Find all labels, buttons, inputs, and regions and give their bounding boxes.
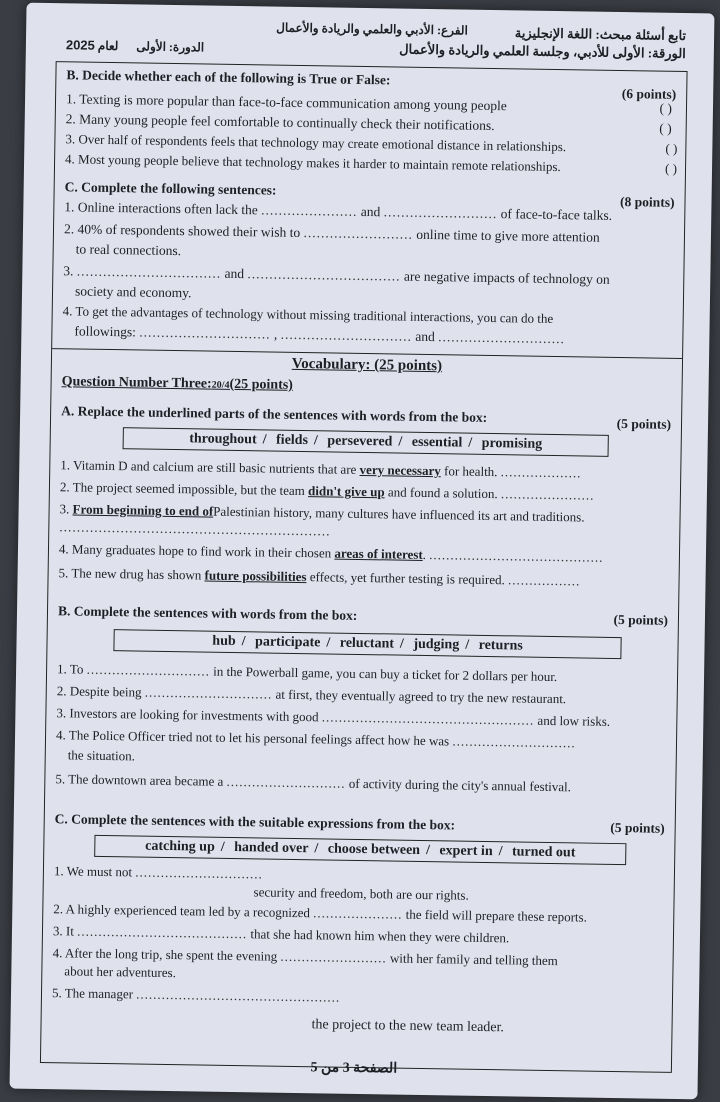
blank[interactable]: ..............................................................	[59, 519, 331, 539]
blank[interactable]: ..............................	[280, 326, 413, 344]
text: are negative impacts of technology on	[403, 268, 610, 287]
answer-paren[interactable]: ( )	[665, 140, 678, 156]
blank[interactable]: ............................	[226, 773, 346, 791]
text: the project to the new team leader.	[311, 1017, 505, 1036]
partB-title: B. Decide whether each of the following is True or False:	[66, 67, 391, 88]
text: 2. A highly experienced team led by a recognized	[53, 901, 311, 921]
vB-points: (5 points)	[613, 611, 669, 628]
blank[interactable]: ................................................	[136, 986, 341, 1005]
page-number: الصفحة 3 من 5	[310, 1060, 398, 1077]
text: 2. 40% of respondents showed their wish to	[63, 221, 301, 240]
blank[interactable]: .........................................	[429, 547, 604, 565]
text: 1. Vitamin D and calcium are still basic nutrients that are	[60, 457, 357, 477]
text: for health.	[443, 463, 498, 480]
header-branch-text: الفرع: الأدبي والعلمي والريادة والأعمال	[276, 20, 468, 38]
underlined-phrase: very necessary	[359, 461, 441, 479]
word-option: throughout	[189, 431, 257, 448]
text: 4. To get the advantages of technology without missing traditional interactions, you can do the	[62, 303, 554, 326]
word-option: handed over	[234, 840, 309, 857]
question-sub: 20/4	[211, 379, 230, 391]
text: .	[422, 546, 427, 563]
underlined-phrase: future possibilities	[204, 567, 307, 585]
text: 3. It	[52, 923, 75, 939]
questions-frame	[40, 61, 688, 1073]
header-subject: تابع أسئلة مبحث: اللغة الإنجليزية	[514, 25, 687, 44]
text: 4. Many graduates hope to find work in their chosen	[58, 541, 332, 561]
partB-item-3-text: 3. Over half of respondents feels that technology may create emotional distance in relationships.	[65, 131, 567, 155]
header-session-year	[66, 37, 204, 55]
blank[interactable]: .............................	[438, 329, 566, 347]
text: and	[224, 265, 245, 282]
vA-word-box: throughout / fields / persevered / essential / promising	[123, 427, 609, 457]
blank[interactable]: ..............................	[144, 684, 273, 702]
text: 5. The manager	[51, 985, 134, 1002]
partB-points: (6 points)	[621, 86, 677, 102]
text: Palestinian history, many cultures have influenced its art and traditions.	[213, 503, 585, 525]
text: 4. After the long trip, she spent the evening	[52, 945, 278, 964]
text: 5. The new drug has shown	[58, 565, 202, 583]
word-option: promising	[481, 435, 543, 452]
vC-item-5-cont	[311, 1016, 661, 1039]
underlined-phrase: didn't give up	[307, 483, 385, 500]
answer-paren[interactable]: ( )	[665, 160, 678, 176]
text: 1. We must not	[53, 863, 133, 880]
word-option: catching up	[145, 838, 215, 855]
partC-title: C. Complete the following sentences:	[64, 179, 277, 198]
text: and found a solution.	[387, 484, 498, 502]
vB-item-5	[55, 770, 665, 798]
header-paper: الورقة: الأولى للأدبي، وجلسة العلمي والريادة والأعمال	[399, 41, 686, 62]
text: 3.	[63, 263, 74, 279]
text: about her adventures.	[64, 963, 177, 981]
text: and	[360, 203, 381, 220]
text: with her family and telling them	[389, 950, 558, 969]
question-label: Question Number Three:	[61, 374, 212, 392]
blank[interactable]: ......................	[261, 202, 358, 219]
header-year: 2025	[65, 37, 95, 53]
blank[interactable]: ........................................	[77, 923, 248, 942]
text: in the Powerball game, you can buy a ticket for 2 dollars per hour.	[213, 663, 558, 685]
text: 2. Despite being	[56, 683, 142, 700]
vC-title: C. Complete the sentences with the suitable expressions from the box:	[54, 811, 456, 833]
text: at first, they eventually agreed to try the new restaurant.	[275, 686, 567, 707]
answer-paren[interactable]: ( )	[659, 120, 672, 136]
text: of activity during the city's annual festival.	[348, 775, 572, 795]
blank[interactable]: .............................	[452, 733, 576, 751]
vB-title-row	[58, 602, 668, 630]
blank[interactable]: .....................	[313, 905, 403, 922]
word-option: reluctant	[339, 635, 395, 652]
underlined-phrase: From beginning to end of	[72, 501, 214, 519]
blank[interactable]: ...................................	[247, 266, 401, 284]
text: online time to give more attention	[416, 226, 600, 245]
text: 3. Investors are looking for investments with good	[56, 705, 319, 725]
text: and	[415, 328, 435, 345]
word-option: expert in	[439, 843, 493, 860]
blank[interactable]: .............................	[86, 661, 211, 679]
vA-title: A. Replace the underlined parts of the sentences with words from the box:	[61, 403, 488, 425]
exam-sheet	[10, 3, 715, 1100]
vC-points: (5 points)	[610, 819, 665, 836]
partB-item-2-text: 2. Many young people feel comfortable to continually check their notifications.	[65, 111, 495, 134]
answer-paren[interactable]: ( )	[659, 100, 673, 116]
vC-title-row	[55, 810, 665, 838]
text: to real connections.	[75, 241, 182, 259]
header-year-label: لعام	[97, 38, 119, 54]
blank[interactable]: .................................	[76, 263, 222, 281]
word-option: participate	[254, 634, 321, 651]
word-option: persevered	[327, 433, 393, 450]
vocab-title: Vocabulary: (25 points)	[291, 355, 443, 375]
vC-word-box: catching up / handed over / choose between / expert in / turned out	[94, 835, 626, 865]
text: 1. Online interactions often lack the	[64, 199, 258, 218]
word-option: fields	[275, 432, 309, 449]
word-option: returns	[478, 637, 523, 654]
partB-item-1-text: 1. Texting is more popular than face-to-face communication among young people	[65, 91, 507, 114]
header-branch	[276, 21, 468, 39]
text: and low risks.	[537, 712, 611, 729]
blank[interactable]: ..............................	[135, 864, 263, 882]
text: that she had known him when they were children.	[250, 926, 510, 946]
text: effects, yet further testing is required.	[309, 569, 505, 588]
text: the situation.	[67, 747, 136, 764]
blank[interactable]: .................	[507, 572, 581, 589]
text: the field will prepare these reports.	[405, 906, 588, 925]
text: society and economy.	[74, 283, 192, 301]
text: 4. The Police Officer tried not to let his personal feelings affect how he was	[55, 727, 450, 749]
word-option: choose between	[327, 841, 421, 858]
word-option: judging	[413, 636, 460, 653]
blank[interactable]: ..........................	[383, 204, 498, 222]
blank[interactable]: ...................	[500, 464, 582, 481]
partB-item-4-text: 4. Most young people believe that technology makes it harder to maintain remote relationships.	[65, 151, 561, 175]
text: security and freedom, both are our rights.	[253, 884, 469, 903]
text: 5. The downtown area became a	[55, 771, 224, 789]
text: followings:	[74, 323, 137, 340]
partC-points: (8 points)	[620, 194, 675, 210]
text: ,	[273, 326, 278, 342]
vB-title: B. Complete the sentences with words from the box:	[57, 603, 358, 623]
blank[interactable]: ..............................	[139, 324, 271, 342]
vA-item-5	[58, 564, 668, 592]
question-points: (25 points)	[229, 376, 294, 393]
header-session: الدورة: الأولى	[136, 39, 205, 55]
text: of face-to-face talks.	[500, 206, 613, 223]
word-option: turned out	[511, 844, 576, 861]
vA-points: (5 points)	[616, 415, 672, 432]
text: 1. To	[56, 661, 84, 677]
partB-title-row	[66, 66, 677, 102]
word-option: essential	[411, 434, 463, 451]
vB-word-box: hub / participate / reluctant / judging / returns	[113, 629, 621, 659]
text: 3.	[59, 501, 70, 517]
word-option: hub	[212, 633, 236, 650]
text: 2. The project seemed impossible, but the team	[59, 479, 305, 499]
blank[interactable]: ......................	[500, 486, 595, 503]
blank[interactable]: ..................................................	[321, 709, 535, 728]
underlined-phrase: areas of interest	[334, 545, 423, 562]
question-three-heading	[61, 374, 293, 394]
vA-title-row	[61, 402, 671, 430]
blank[interactable]: .........................	[280, 948, 387, 966]
blank[interactable]: .........................	[303, 225, 414, 242]
